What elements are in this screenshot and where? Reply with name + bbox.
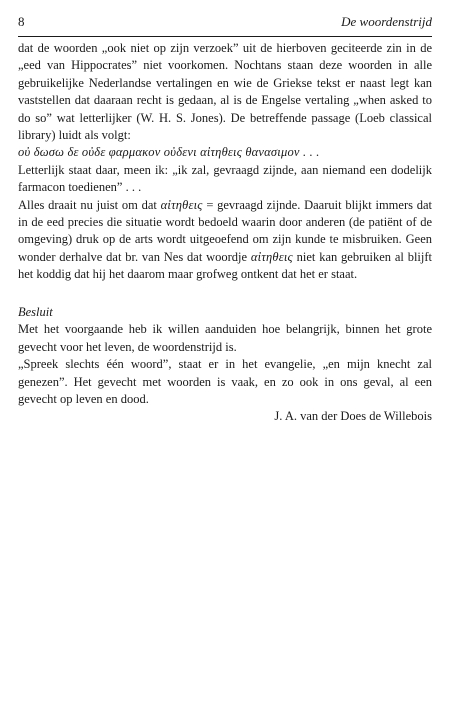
besluit-section	[18, 304, 432, 426]
paragraph-2: Letterlijk staat daar, meen ik: „ik zal, gevraagd zijnde, aan niemand een dodelijk farmacon toedienen” . . .	[18, 162, 432, 195]
paragraph-3-part-b: = gevraagd zijnde. Daaruit blijkt immers dat in de eed precies die situatie wordt bedoeld waarin door anderen (de patiënt of de omgeving) druk op de arts wordt uitgeoefend om zijn kunde te misbruiken. Geen wonder derhalve dat br. van Nes dat woordje	[18, 197, 432, 264]
paragraph-3-part-a: Alles draait nu juist om dat	[18, 197, 161, 212]
body-text	[18, 40, 432, 284]
page-header	[18, 14, 432, 37]
greek-word: αἰτηθεις	[160, 197, 203, 212]
section-heading: Besluit	[18, 305, 53, 319]
page-number: 8	[18, 14, 25, 29]
paragraph-3	[18, 197, 432, 284]
besluit-paragraph-1: Met het voorgaande heb ik willen aanduiden hoe belangrijk, binnen het grote gevecht voor het leven, de woordenstrijd is.	[18, 322, 432, 354]
paragraph-3-part-c: niet kan gebruiken al blijft het koddig dat hij het daarom maar grofweg ontkent dat het er staat.	[18, 249, 432, 282]
paragraph-1: dat de woorden „ook niet op zijn verzoek” uit de hierboven geciteerde zin in de „eed van Hippocrates” niet voorkomen. Nochtans staan deze woorden in alle gebruikelijke Nederlandse vertalingen en wie de Griekse tekst er naast legt kan vaststellen dat daaraan recht is gedaan, al is de Engelse vertaling „when asked to do so” wat letterlijker (W. H. S. Jones). De betreffende passage (Loeb classical library) luidt als volgt:	[18, 41, 432, 143]
author-signature: J. A. van der Does de Willebois	[274, 409, 432, 424]
greek-word-2: αἰτηθεις	[250, 249, 293, 264]
besluit-paragraph-2: „Spreek slechts één woord”, staat er in het evangelie, „en mijn knecht zal genezen”. Het gevecht met woorden is vaak, en zo ook in ons geval, al een gevecht op leven en dood.	[18, 357, 432, 407]
running-title: De woordenstrijd	[341, 14, 432, 29]
greek-quote: οὐ δωσω δε οὐδε φαρμακον οὐδενι αἰτηθεις θανασιμον . . .	[18, 145, 320, 160]
